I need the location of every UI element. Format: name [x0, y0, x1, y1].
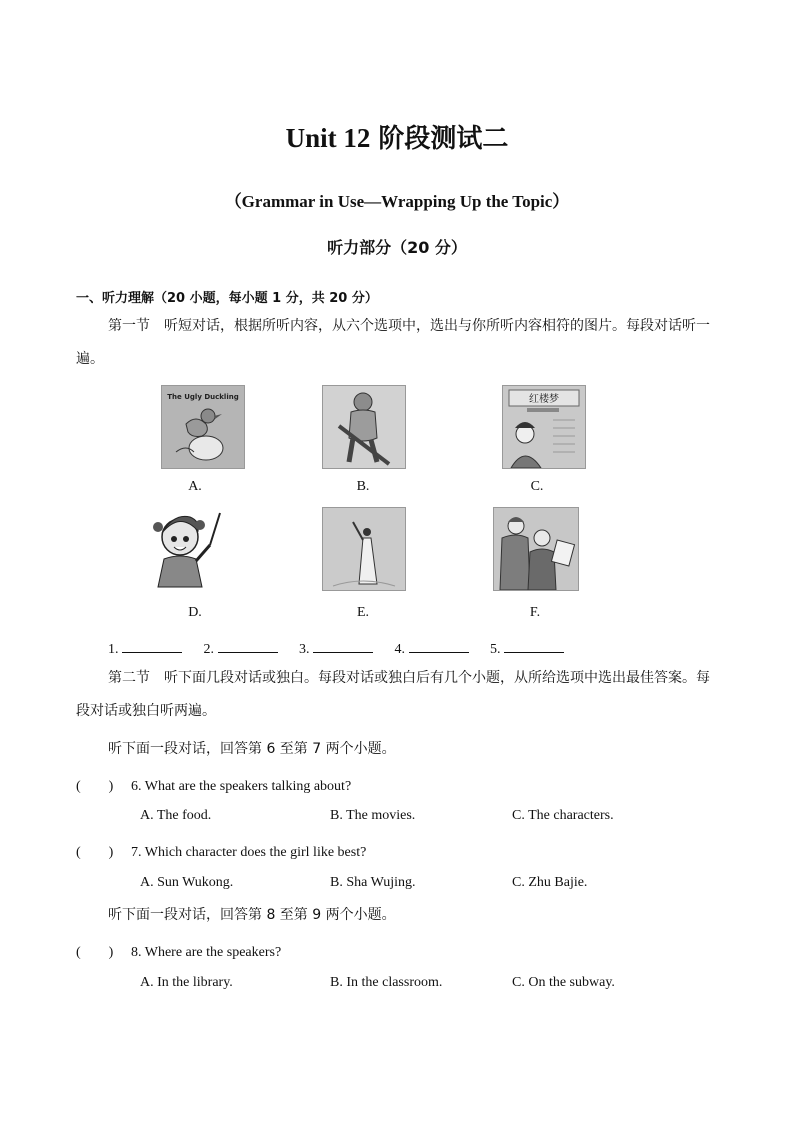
ancient-poet-icon: [322, 507, 406, 591]
part-heading: 听力部分（20 分）: [327, 238, 467, 257]
option-6a[interactable]: A. The food.: [140, 808, 212, 823]
answer-blank-2[interactable]: [218, 640, 278, 653]
option-8b[interactable]: B. In the classroom.: [330, 975, 443, 990]
picture-label-a: A.: [188, 479, 202, 494]
picture-c-book-text: 红楼梦: [529, 394, 559, 405]
option-7a[interactable]: A. Sun Wukong.: [140, 875, 234, 890]
blank-item: 4.: [395, 642, 469, 657]
question-7: [76, 841, 366, 861]
option-8c[interactable]: C. On the subway.: [512, 975, 615, 990]
title-english: Unit 12: [285, 123, 371, 153]
answer-blank-5[interactable]: [504, 640, 564, 653]
answer-paren[interactable]: ( ): [76, 779, 114, 794]
section-heading: 一、听力理解（20 小题，每小题 1 分，共 20 分）: [76, 291, 378, 306]
option-7c[interactable]: C. Zhu Bajie.: [512, 875, 588, 890]
answer-paren[interactable]: ( ): [76, 945, 114, 960]
girl-with-brush-icon: [150, 507, 230, 591]
option-6c[interactable]: C. The characters.: [512, 808, 614, 823]
answer-blank-4[interactable]: [409, 640, 469, 653]
blank-item: 2.: [204, 642, 278, 657]
dialog1-intro: 听下面一段对话，回答第 6 至第 7 两个小题。: [108, 741, 396, 757]
answer-blank-1[interactable]: [122, 640, 182, 653]
answer-blanks: [108, 640, 582, 658]
title-chinese: 阶段测试二: [378, 124, 509, 154]
option-6b[interactable]: B. The movies.: [330, 808, 416, 823]
question-text: 6. What are the speakers talking about?: [131, 779, 352, 794]
question-8: [76, 941, 281, 961]
part1-instruction: 第一节 听短对话，根据所听内容，从六个选项中，选出与你所听内容相符的图片。每段对话听一遍。: [76, 318, 710, 367]
question-6: [76, 775, 351, 795]
answer-paren[interactable]: ( ): [76, 845, 114, 860]
picture-a-book-text: The Ugly Duckling: [167, 393, 239, 401]
monkey-king-icon: [322, 385, 406, 469]
ugly-duckling-book-icon: [161, 385, 245, 469]
answer-blank-3[interactable]: [313, 640, 373, 653]
dream-red-chamber-book-icon: [502, 385, 586, 469]
picture-label-b: B.: [356, 479, 370, 494]
blank-item: 1.: [108, 642, 182, 657]
part2-instruction: 第二节 听下面几段对话或独白。每段对话或独白后有几个小题，从所给选项中选出最佳答案。每段对话或独白听两遍。: [76, 670, 710, 719]
option-7b[interactable]: B. Sha Wujing.: [330, 875, 416, 890]
old-couple-reading-icon: [493, 507, 579, 591]
question-text: 7. Which character does the girl like best?: [131, 845, 367, 860]
blank-item: 5.: [490, 642, 564, 657]
question-text: 8. Where are the speakers?: [131, 945, 282, 960]
picture-label-e: E.: [356, 605, 370, 620]
page-title: [0, 118, 794, 155]
option-8a[interactable]: A. In the library.: [140, 975, 233, 990]
blank-item: 3.: [299, 642, 373, 657]
picture-label-d: D.: [188, 605, 202, 620]
dialog2-intro: 听下面一段对话，回答第 8 至第 9 两个小题。: [108, 907, 396, 923]
picture-label-c: C.: [530, 479, 544, 494]
subtitle: （Grammar in Use—Wrapping Up the Topic）: [224, 192, 570, 211]
picture-label-f: F.: [529, 605, 541, 620]
